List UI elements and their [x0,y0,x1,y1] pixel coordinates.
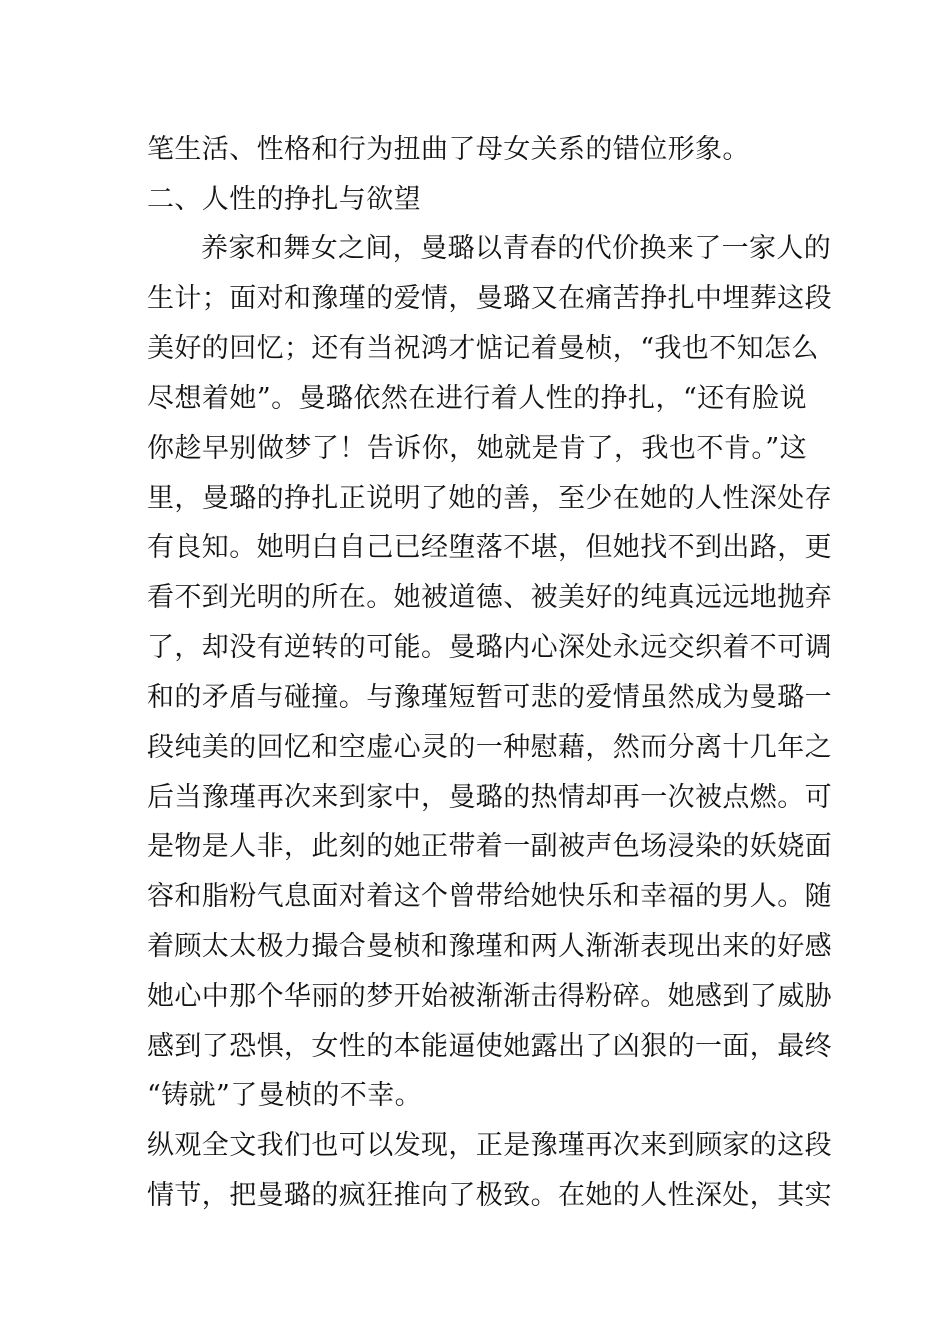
paragraph-line: 生计；面对和豫瑾的爱情，曼璐又在痛苦挣扎中埋葬这段 [147,283,832,314]
paragraph-line: 有良知。她明白自己已经堕落不堪，但她找不到出路，更 [147,532,832,563]
paragraph-line: 是物是人非，此刻的她正带着一副被声色场浸染的妖娆面 [147,831,832,862]
section-heading: 二、人性的挣扎与欲望 [147,184,421,215]
paragraph-line: 着顾太太极力撮合曼桢和豫瑾和两人渐渐表现出来的好感 [147,931,832,962]
paragraph-line: 纵观全文我们也可以发现，正是豫瑾再次来到顾家的这段 [147,1130,832,1161]
paragraph-line: 里，曼璐的挣扎正说明了她的善，至少在她的人性深处存 [147,483,832,514]
text-line-continuation: 笔生活、性格和行为扭曲了母女关系的错位形象。 [147,134,750,165]
paragraph-line: 情节，把曼璐的疯狂推向了极致。在她的人性深处，其实 [147,1180,832,1211]
paragraph-line: 了，却没有逆转的可能。曼璐内心深处永远交织着不可调 [147,632,832,663]
paragraph-line: 看不到光明的所在。她被道德、被美好的纯真远远地抛弃 [147,582,832,613]
paragraph-line: 后当豫瑾再次来到家中，曼璐的热情却再一次被点燃。可 [147,782,832,813]
paragraph-line: 她心中那个华丽的梦开始被渐渐击得粉碎。她感到了威胁 [147,981,832,1012]
paragraph-line: 养家和舞女之间，曼璐以青春的代价换来了一家人的 [201,233,832,264]
paragraph-line: 尽想着她”。曼璐依然在进行着人性的挣扎，“还有脸说 [147,383,807,414]
paragraph-line-last: “铸就”了曼桢的不幸。 [147,1080,423,1111]
paragraph-line: 和的矛盾与碰撞。与豫瑾短暂可悲的爱情虽然成为曼璐一 [147,682,832,713]
paragraph-line: 段纯美的回忆和空虚心灵的一种慰藉，然而分离十几年之 [147,732,832,763]
paragraph-line: 你趁早别做梦了！告诉你，她就是肯了，我也不肯。”这 [147,433,807,464]
paragraph-line: 美好的回忆；还有当祝鸿才惦记着曼桢，“我也不知怎么 [147,333,819,364]
paragraph-line: 容和脂粉气息面对着这个曾带给她快乐和幸福的男人。随 [147,881,832,912]
paragraph-line: 感到了恐惧，女性的本能逼使她露出了凶狠的一面，最终 [147,1031,832,1062]
